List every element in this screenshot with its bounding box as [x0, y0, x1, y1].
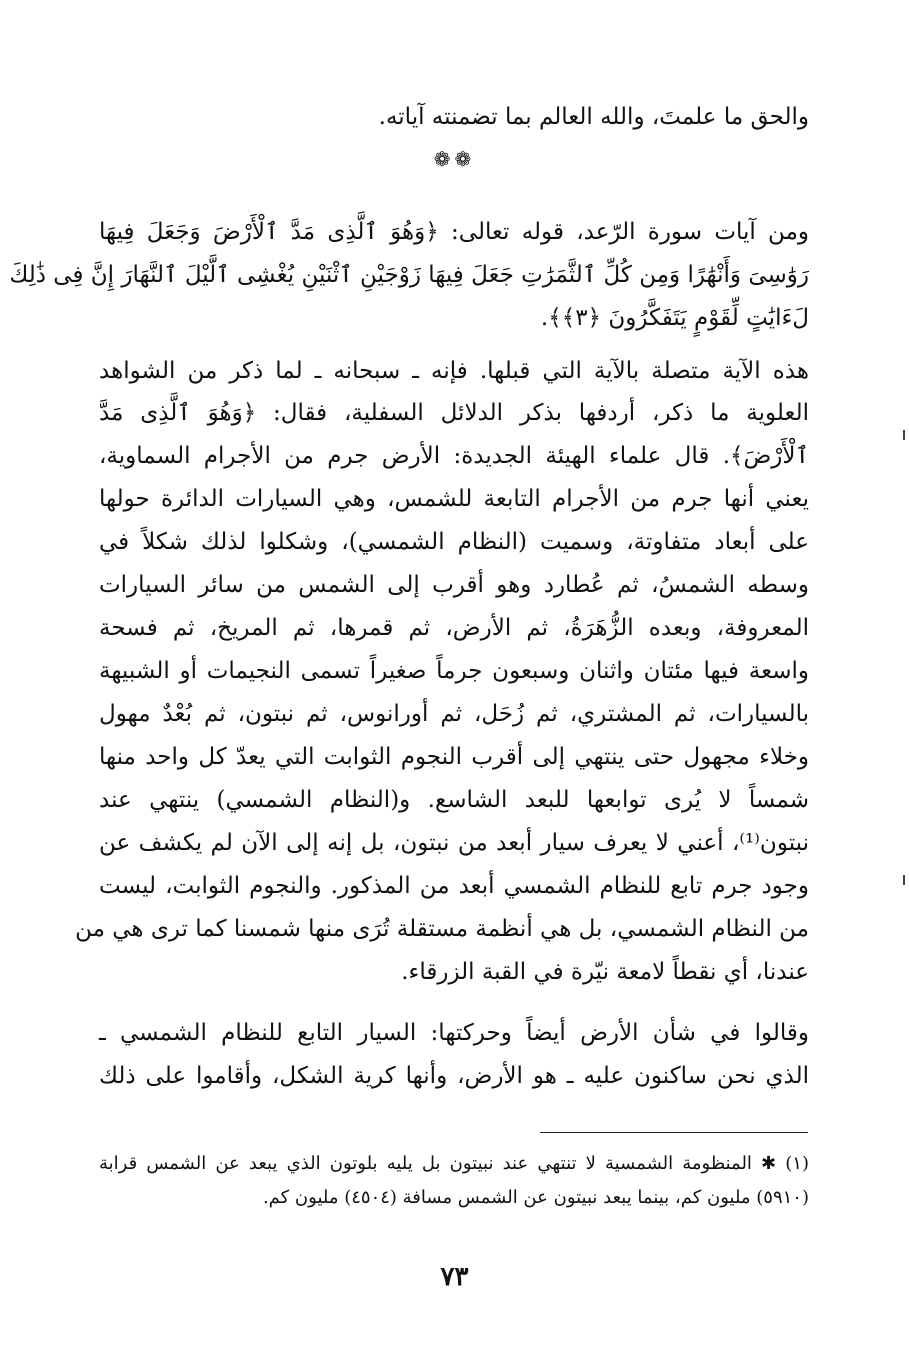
footnote-line: (٥٩١٠) مليون كم، بينما يبعد نبيتون عن الشمس مسافة (٤٥٠٤) مليون كم. — [262, 1187, 809, 1208]
text-line: واسعة فيها مئتان واثنان وسبعون جرماً صغيراً تسمى النجيمات أو الشبيهة — [99, 658, 809, 684]
text-line: والحق ما علمتَ، والله العالم بما تضمنته آياته. — [378, 104, 809, 130]
text-line: على أبعاد متفاوتة، وسميت (النظام الشمسي)، وشكلوا لذلك شكلاً في — [99, 529, 809, 555]
text-line: بالسيارات، ثم المشتري، ثم زُحَل، ثم أورانوس، ثم نبتون، ثم بُعْدٌ مهول — [99, 701, 809, 727]
footnote-line: (١) ✱ المنظومة الشمسية لا تنتهي عند نبيتون بل يليه بلوتون الذي يبعد عن الشمس قرابة — [99, 1153, 809, 1174]
text-line: رَوَٰسِىَ وَأَنْهَٰرًا وَمِن كُلِّ ٱلثَّمَرَٰتِ جَعَلَ فِيهَا زَوْجَيْنِ ٱثْنَيْنِ يُغْشِى ٱلَّيْلَ ٱلنَّهَارَ إِنَّ فِى ذَٰلِكَ — [9, 262, 809, 288]
scan-edge-mark — [903, 430, 905, 440]
section-divider-ornament: ❁❁ — [433, 147, 476, 171]
text-line: وقالوا في شأن الأرض أيضاً وحركتها: السيار التابع للنظام الشمسي ـ — [99, 1020, 809, 1046]
text-line: عندنا، أي نقطاً لامعة نيّرة في القبة الزرقاء. — [401, 959, 809, 985]
text-line: ٱلْأَرْضَ﴾. قال علماء الهيئة الجديدة: الأرض جرم من الأجرام السماوية، — [99, 443, 809, 469]
text-line: ومن آيات سورة الرّعد، قوله تعالى: ﴿وَهُوَ ٱلَّذِى مَدَّ ٱلْأَرْضَ وَجَعَلَ فِيهَا — [99, 219, 809, 245]
text-line: شمساً لا يُرى توابعها للبعد الشاسع. و(النظام الشمسي) ينتهي عند — [99, 787, 809, 813]
text-line: نبتون⁽¹⁾، أعني لا يعرف سيار أبعد من نبتون، بل إنه إلى الآن لم يكشف عن — [99, 830, 809, 856]
text-line: لَءَايَٰتٍ لِّقَوْمٍ يَتَفَكَّرُونَ ﴿٣﴾﴾. — [540, 305, 809, 331]
text-line: وسطه الشمسُ، ثم عُطارد وهو أقرب إلى الشمس من سائر السيارات — [99, 572, 809, 598]
text-line: الذي نحن ساكنون عليه ـ هو الأرض، وأنها كرية الشكل، وأقاموا على ذلك — [99, 1063, 809, 1089]
footnote-separator — [540, 1132, 808, 1133]
text-line: العلوية ما ذكر، أردفها بذكر الدلائل السفلية، فقال: ﴿وَهُوَ ٱلَّذِى مَدَّ — [99, 400, 809, 426]
text-line: من النظام الشمسي، بل هي أنظمة مستقلة تُرَى منها شمسنا كما ترى هي من — [75, 916, 809, 942]
text-line: المعروفة، وبعده الزُّهَرَةُ، ثم الأرض، ثم قمرها، ثم المريخ، ثم فسحة — [99, 615, 809, 641]
page-number: ٧٣ — [440, 1262, 469, 1292]
text-line: هذه الآية متصلة بالآية التي قبلها. فإنه ـ سبحانه ـ لما ذكر من الشواهد — [99, 358, 809, 384]
text-line: وجود جرم تابع للنظام الشمسي أبعد من المذكور. والنجوم الثوابت، ليست — [99, 873, 809, 899]
text-line: وخلاء مجهول حتى ينتهي إلى أقرب النجوم الثوابت التي يعدّ كل واحد منها — [99, 744, 809, 770]
text-line: يعني أنها جرم من الأجرام التابعة للشمس، وهي السيارات الدائرة حولها — [99, 486, 809, 512]
scan-edge-mark — [903, 875, 905, 885]
